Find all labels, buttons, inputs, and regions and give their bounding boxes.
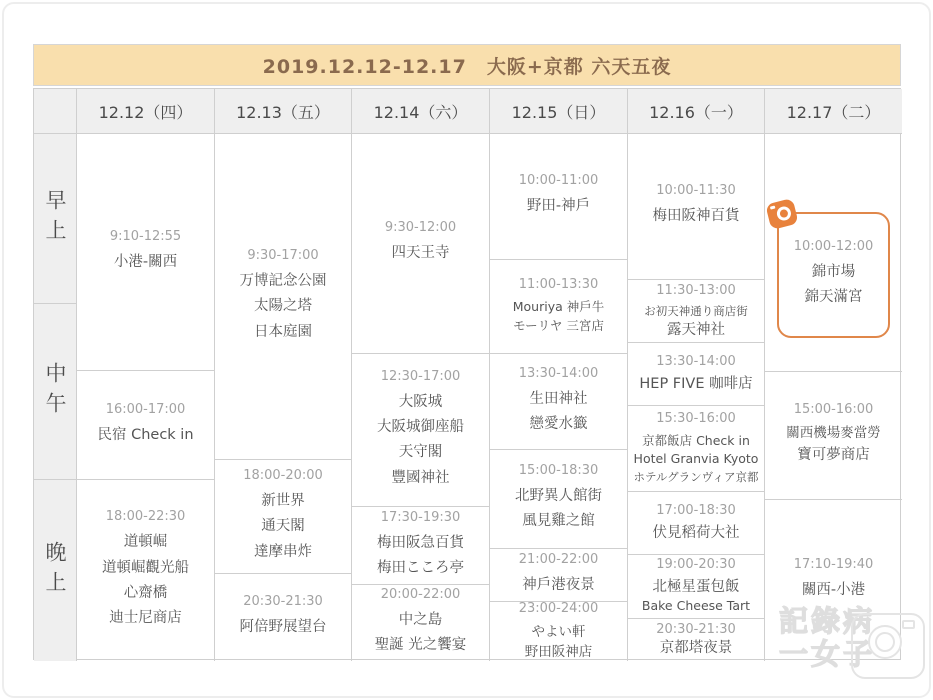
watermark-line2: 一女子 [778,637,875,672]
event-line: 達摩串炸 [254,543,312,560]
event-line: 梅田阪急百貨 [377,534,464,551]
event-line: 太陽之塔 [254,298,312,315]
event-cell [351,506,489,584]
event-line: 万博記念公園 [239,272,327,289]
event-line: 民宿 Check in [97,426,194,443]
event-time: 16:00-17:00 [105,401,186,417]
column-header-12-15: 12.15（日） [489,89,627,133]
event-time: 21:00-22:00 [518,551,599,567]
event-cell [764,371,902,499]
event-time: 20:30-21:30 [656,622,736,638]
event-cell [627,554,764,618]
event-line: 大阪城 [398,393,443,410]
row-label-evening [34,479,76,661]
event-line: 心齋橋 [123,584,168,601]
event-line: 道頓崛觀光船 [102,559,189,576]
event-line: 天守閣 [398,444,443,461]
event-cell [627,491,764,554]
event-cell [489,449,627,548]
event-line: 四天王寺 [391,245,450,262]
camera-outline-icon [851,613,925,679]
event-time: 17:30-19:30 [380,509,461,525]
row-label-text: 晚上 [43,540,67,601]
row-label-text: 早上 [43,188,67,249]
event-cell [214,459,351,573]
event-cell [489,133,627,259]
event-line: Hotel Granvia Kyoto [633,451,759,467]
event-cell [214,573,351,661]
watermark-line1: 記錄病 [778,604,875,638]
event-line: お初天神通り商店街 [644,304,748,319]
event-line: 梅田こころ亭 [377,559,464,576]
event-line: 錦市場 [811,264,856,281]
page-title: 2019.12.12-12.17 大阪+京都 六天五夜 [33,44,901,86]
event-line: 梅田阪神百貨 [652,208,740,225]
event-line: 豐國神社 [391,469,450,486]
event-line: モーリヤ 三宮店 [513,317,604,333]
event-time: 15:00-18:30 [518,463,599,479]
event-time: 17:00-18:30 [656,503,736,519]
corner-header-cell [34,89,76,133]
event-time: 15:00-16:00 [793,402,874,418]
event-time: 11:30-13:00 [656,282,736,298]
column-header-12-12: 12.12（四） [76,89,214,133]
event-line: 聖誕 光之饗宴 [374,637,467,654]
event-time: 13:30-14:00 [518,365,599,381]
event-line: Bake Cheese Tart [641,597,751,613]
event-time: 10:00-11:00 [518,173,599,189]
event-line: 迪士尼商店 [109,610,182,627]
event-cell [489,259,627,353]
event-line: 生田神社 [529,390,588,407]
event-time: 19:00-20:30 [656,557,736,573]
event-line: 通天閣 [261,518,305,535]
event-line: ホテルグランヴィア京都 [633,470,759,485]
event-time: 23:00-24:00 [518,601,599,616]
event-time: 9:30-17:00 [247,247,319,263]
event-time: 10:00-12:00 [793,239,874,255]
event-line: 神戶港夜景 [522,576,595,593]
event-line: 日本庭園 [254,323,312,340]
event-line: Mouriya 神戶牛 [512,299,605,315]
event-line: 關西-小港 [801,582,866,599]
column-header-12-17: 12.17（二） [764,89,902,133]
column-header-12-14: 12.14（六） [351,89,489,133]
event-cell [351,584,489,661]
event-line: 風見雞之館 [522,513,595,530]
event-cell [489,353,627,449]
event-line: 新世界 [261,492,305,509]
event-time: 9:10-12:55 [109,228,182,244]
event-line: 阿倍野展望台 [239,619,327,636]
event-line: 露天神社 [667,321,725,338]
event-time: 12:30-17:00 [380,368,461,384]
event-time: 13:30-14:00 [656,354,736,370]
event-cell [489,548,627,601]
event-time: 17:10-19:40 [793,557,874,573]
event-line: 伏見稻荷大社 [652,525,740,542]
event-time: 11:00-13:30 [518,277,599,293]
event-line: HEP FIVE 咖啡店 [639,376,753,393]
event-cell [214,133,351,459]
row-label-text: 中午 [43,361,67,422]
camera-icon [765,198,798,230]
column-header-12-16: 12.16（一） [627,89,764,133]
event-cell [627,405,764,491]
event-line: やよい軒 [531,623,586,640]
event-cell [627,279,764,342]
event-line: 道頓崛 [123,534,168,551]
event-cell [627,133,764,279]
event-cell [764,133,902,371]
event-time: 18:00-20:00 [243,467,323,483]
event-time: 9:30-12:00 [384,220,457,236]
event-time: 15:30-16:00 [656,410,736,426]
itinerary-grid [33,88,901,660]
event-line: 戀愛水籤 [529,415,588,432]
event-cell [627,618,764,661]
watermark [777,599,927,697]
event-time: 20:00-22:00 [380,587,461,603]
row-label-morning [34,133,76,303]
row-label-noon [34,303,76,479]
event-time: 20:30-21:30 [243,594,323,610]
event-cell [627,342,764,405]
event-line: 京都塔夜景 [659,640,733,657]
column-header-12-13: 12.13（五） [214,89,351,133]
event-cell [76,479,214,661]
event-cell [351,353,489,506]
event-time: 18:00-22:30 [105,509,186,525]
highlighted-event [777,212,890,338]
event-line: 錦天滿宮 [804,289,863,306]
event-cell [76,133,214,370]
event-line: 北野異人館街 [515,488,602,505]
event-line: 寶可夢商店 [797,447,870,464]
event-line: 大阪城御座船 [377,419,464,436]
event-cell [489,601,627,661]
event-line: 北極星蛋包飯 [652,579,740,596]
event-time: 10:00-11:30 [656,183,736,199]
camera-flash-icon [902,620,915,629]
event-cell [351,133,489,353]
event-line: 小港-關西 [113,253,178,270]
event-line: 野田阪神店 [524,643,593,660]
event-line: 關西機場麥當勞 [786,425,881,442]
event-cell [76,370,214,479]
event-line: 京都飯店 Check in [642,432,750,448]
event-line: 中之島 [398,612,443,629]
event-line: 野田-神戶 [526,198,591,215]
